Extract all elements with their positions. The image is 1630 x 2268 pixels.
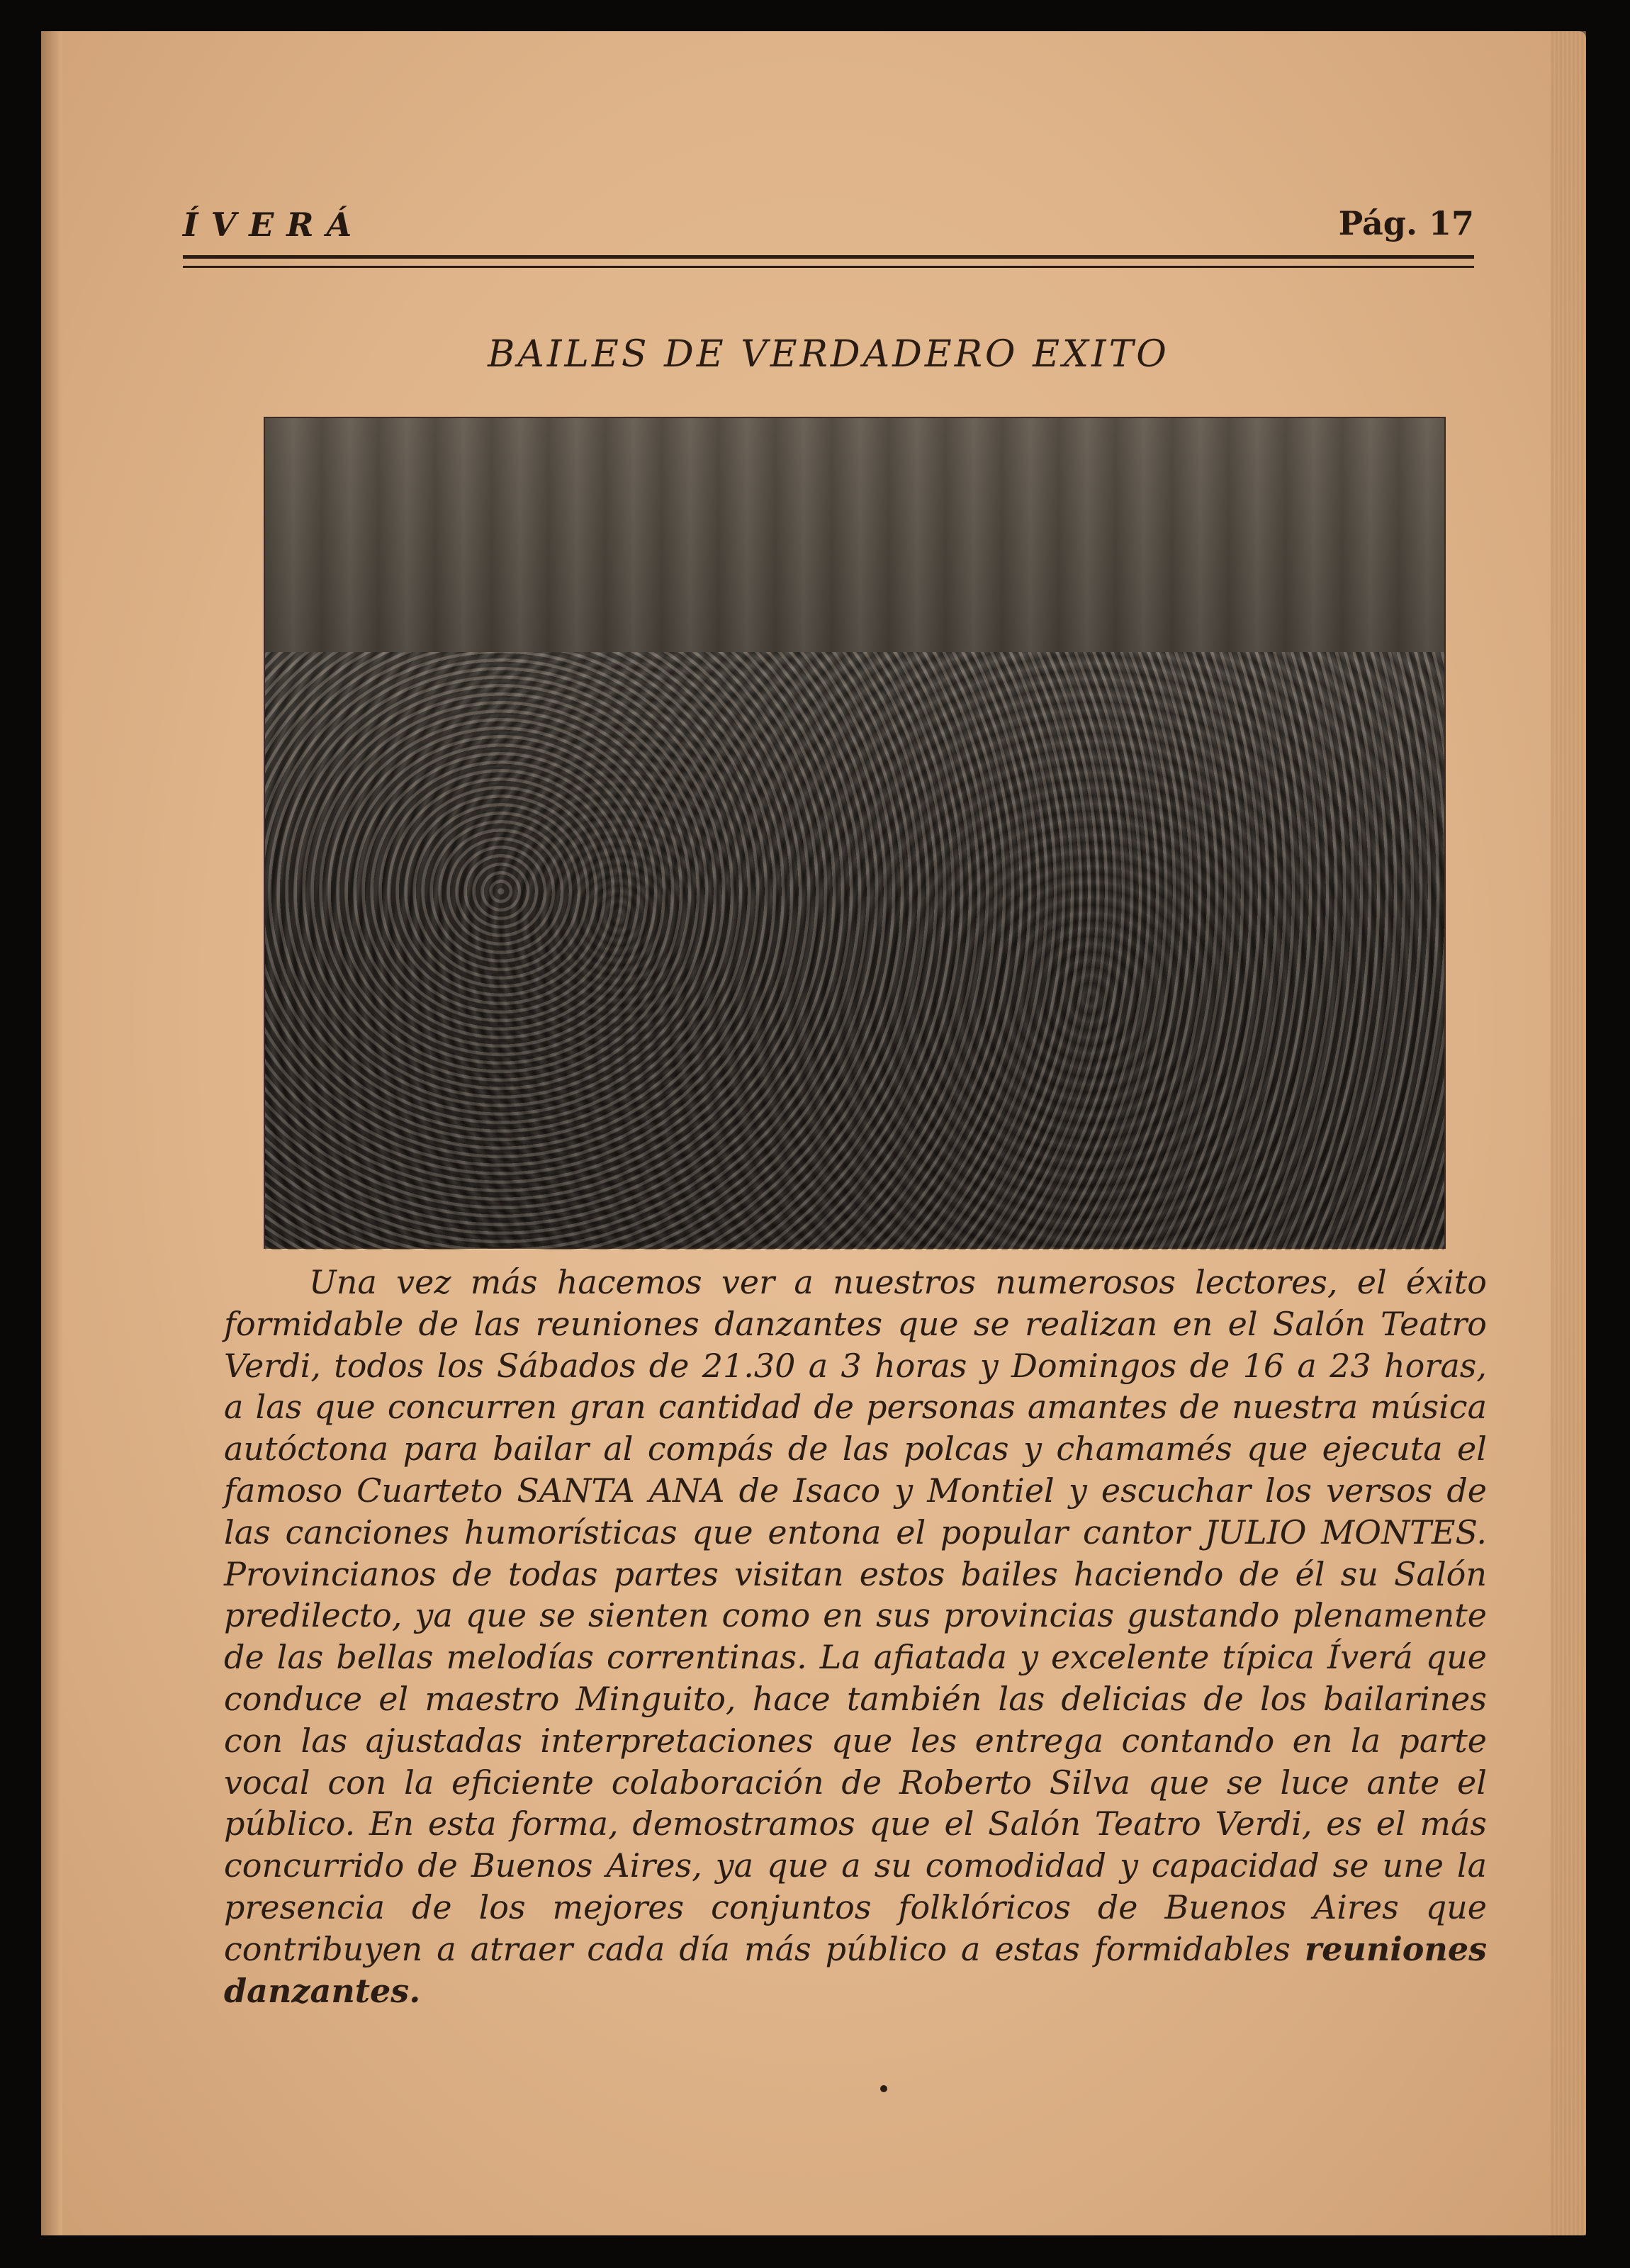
article-body (224, 1262, 1487, 2011)
magazine-name: ÍVERÁ (183, 206, 365, 244)
article-body-end: reuniones danzantes. (224, 1929, 1487, 2010)
page-number: Pág. 17 (1338, 204, 1474, 242)
photo-crowd (265, 652, 1444, 1250)
header-rule (183, 255, 1474, 259)
article-body-text: Una vez más hacemos ver a nuestros numerosos lectores, el éxito formidable de las reuniones danzantes que se realizan en el Salón Teatro Verdi, todos los Sábados de 21.30 a 3 horas y Domingos de 16 a 23 horas, a las que concurren gran cantidad de personas amantes de nuestra música autóctona para bailar al compás de las polcas y chamamés que ejecuta el famoso Cuarteto SANTA ANA de Isaco y Montiel y escuchar los versos de las canciones humorísticas que entona el popular cantor JULIO MONTES. Provincianos de todas partes visitan estos bailes haciendo de él su Salón predilecto, ya que se sienten como en sus provincias gustando plenamente de las bellas melodías correntinas. La afiatada y excelente típica Íverá que conduce el maestro Minguito, hace también las delicias de los bailarines con las ajustadas interpretaciones que les entrega contando en la parte vocal con la eficiente colaboración de Roberto Silva que se luce ante el público. En esta forma, demostramos que el Salón Teatro Verdi, es el más concurrido de Buenos Aires, ya que a su comodidad y capacidad se une la presencia de los mejores conjuntos folklóricos de Buenos Aires que contribuyen a atraer cada día más público a estas formidables (224, 1263, 1487, 1968)
photo-ceiling (265, 418, 1444, 652)
dance-hall-photo (264, 417, 1446, 1249)
ink-dot (880, 2085, 887, 2092)
page-header (183, 177, 1474, 244)
page-edge (1551, 31, 1586, 2235)
header-rule-thin (183, 266, 1474, 268)
article-title: BAILES DE VERDADERO EXITO (488, 333, 1169, 376)
page-spine (41, 31, 62, 2235)
